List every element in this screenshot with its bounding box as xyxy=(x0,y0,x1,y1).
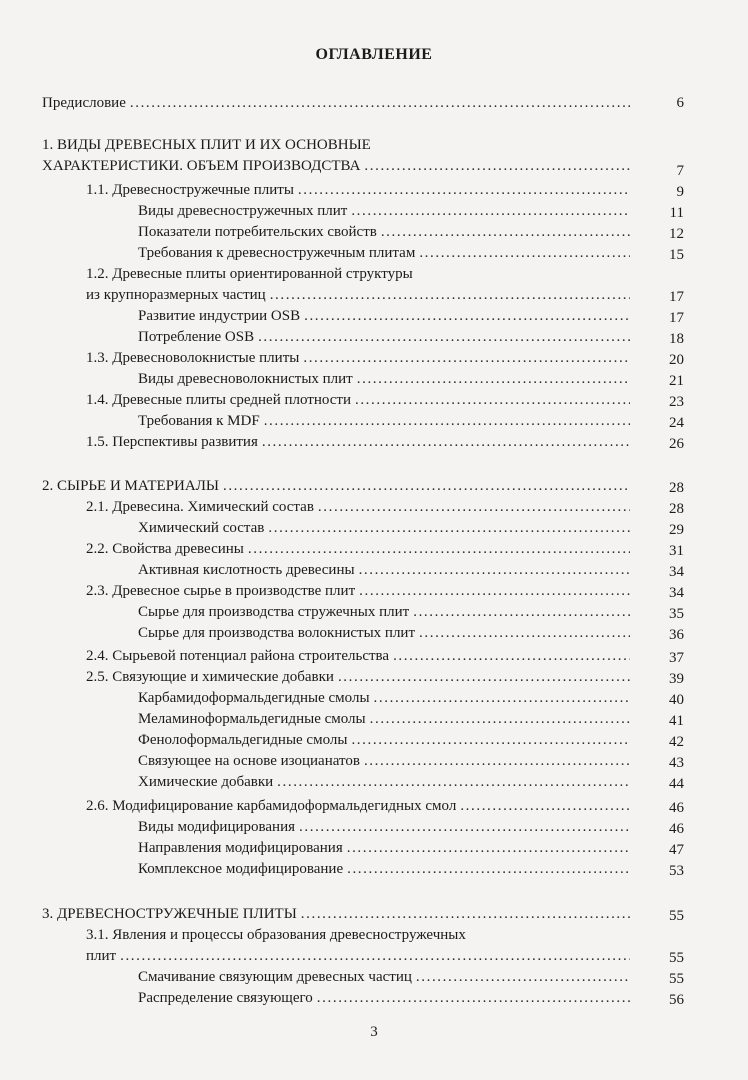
leader-dots xyxy=(258,328,630,346)
toc-entry xyxy=(138,710,634,728)
toc-entry xyxy=(86,498,634,516)
toc-entry xyxy=(138,412,634,430)
toc-entry-label: Химические добавки xyxy=(138,774,274,790)
toc-page-number: 53 xyxy=(669,863,684,879)
leader-dots xyxy=(359,582,630,600)
toc-entry xyxy=(86,668,634,686)
leader-dots xyxy=(419,244,630,262)
leader-dots xyxy=(351,202,630,220)
toc-entry xyxy=(86,286,634,304)
leader-dots xyxy=(301,905,630,923)
toc-entry-label: Меламиноформальдегидные смолы xyxy=(138,711,366,727)
page-title: ОГЛАВЛЕНИЕ xyxy=(315,46,433,63)
toc-page-number: 47 xyxy=(669,842,684,858)
toc-entry xyxy=(138,223,634,241)
toc-entry xyxy=(138,244,634,262)
leader-dots xyxy=(364,752,630,770)
toc-page-number: 43 xyxy=(669,755,684,771)
toc-page-number: 41 xyxy=(669,713,684,729)
toc-entry xyxy=(86,582,634,600)
toc-page-number: 26 xyxy=(669,436,684,452)
toc-page-number: 40 xyxy=(669,692,684,708)
toc-page-number: 21 xyxy=(669,373,684,389)
leader-dots xyxy=(317,989,630,1007)
toc-entry xyxy=(138,860,634,878)
toc-page-number: 20 xyxy=(669,352,684,368)
toc-entry xyxy=(86,540,634,558)
toc-entry xyxy=(138,328,634,346)
toc-entry xyxy=(138,561,634,579)
toc-page-number: 31 xyxy=(669,543,684,559)
toc-entry xyxy=(138,202,634,220)
toc-entry-label: 1. ВИДЫ ДРЕВЕСНЫХ ПЛИТ И ИХ ОСНОВНЫЕ xyxy=(42,137,371,153)
toc-entry xyxy=(86,647,634,665)
leader-dots xyxy=(357,370,630,388)
toc-entry-label: плит xyxy=(86,948,117,964)
toc-entry-label: 1.2. Древесные плиты ориентированной структуры xyxy=(86,266,413,282)
toc-page-number: 55 xyxy=(669,950,684,966)
toc-entry xyxy=(138,968,634,986)
toc-page-number: 15 xyxy=(669,247,684,263)
toc-entry xyxy=(138,752,634,770)
toc-entry xyxy=(138,370,634,388)
page-number: 3 xyxy=(370,1024,378,1040)
toc-entry xyxy=(138,519,634,537)
toc-entry-label: Фенолоформальдегидные смолы xyxy=(138,732,348,748)
toc-entry xyxy=(42,157,634,175)
toc-entry xyxy=(42,94,634,112)
toc-entry-label: Требования к MDF xyxy=(138,413,260,429)
toc-entry-label: 2. СЫРЬЕ И МАТЕРИАЛЫ xyxy=(42,478,219,494)
toc-entry-label: 2.6. Модифицирование карбамидоформальдегидных смол xyxy=(86,798,457,814)
leader-dots xyxy=(318,498,630,516)
toc-page-number: 24 xyxy=(669,415,684,431)
toc-entry-label: 1.4. Древесные плиты средней плотности xyxy=(86,392,351,408)
toc-page-number: 46 xyxy=(669,821,684,837)
toc-entry-label: Предисловие xyxy=(42,95,126,111)
leader-dots xyxy=(359,561,630,579)
toc-entry-label: 2.1. Древесина. Химический состав xyxy=(86,499,314,515)
toc-entry-label: 1.3. Древесноволокнистые плиты xyxy=(86,350,300,366)
toc-entry-label: Сырье для производства волокнистых плит xyxy=(138,625,416,641)
toc-entry xyxy=(138,689,634,707)
leader-dots xyxy=(304,307,630,325)
toc-page-number: 55 xyxy=(669,971,684,987)
toc-entry-label: Виды древесностружечных плит xyxy=(138,203,348,219)
leader-dots xyxy=(303,349,630,367)
toc-entry xyxy=(86,391,634,409)
toc-entry-label: 3. ДРЕВЕСНОСТРУЖЕЧНЫЕ ПЛИТЫ xyxy=(42,906,297,922)
toc-entry-label: 3.1. Явления и процессы образования древесностружечных xyxy=(86,927,466,943)
leader-dots xyxy=(277,773,630,791)
toc-entry-label: Показатели потребительских свойств xyxy=(138,224,377,240)
toc-entry xyxy=(138,731,634,749)
toc-page-number: 34 xyxy=(669,564,684,580)
toc-page-number: 18 xyxy=(669,331,684,347)
toc-page-number: 36 xyxy=(669,627,684,643)
toc-entry xyxy=(42,477,634,495)
toc-entry-label: Связующее на основе изоцианатов xyxy=(138,753,360,769)
toc-entry-label: Комплексное модифицирование xyxy=(138,861,344,877)
toc-page-number: 11 xyxy=(669,205,684,221)
leader-dots xyxy=(347,839,630,857)
toc-page-number: 35 xyxy=(669,606,684,622)
toc-entry-label: Виды древесноволокнистых плит xyxy=(138,371,353,387)
toc-entry-label: из крупноразмерных частиц xyxy=(86,287,266,303)
toc-entry-label: 2.5. Связующие и химические добавки xyxy=(86,669,334,685)
toc-entry-label: Направления модифицирования xyxy=(138,840,343,856)
toc-page-number: 6 xyxy=(676,95,684,111)
toc-page-number: 9 xyxy=(676,184,684,200)
leader-dots xyxy=(264,412,630,430)
toc-entry-label: ХАРАКТЕРИСТИКИ. ОБЪЕМ ПРОИЗВОДСТВА xyxy=(42,158,361,174)
toc-page-number: 55 xyxy=(669,908,684,924)
leader-dots xyxy=(338,668,630,686)
leader-dots xyxy=(413,603,630,621)
leader-dots xyxy=(347,860,630,878)
leader-dots xyxy=(460,797,630,815)
toc-entry-label: Виды модифицирования xyxy=(138,819,296,835)
toc-entry-label: Смачивание связующим древесных частиц xyxy=(138,969,412,985)
toc-page-number: 28 xyxy=(669,480,684,496)
toc-page-number: 17 xyxy=(669,289,684,305)
toc-entry-label: Химический состав xyxy=(138,520,265,536)
leader-dots xyxy=(299,818,630,836)
toc-entry-label: Карбамидоформальдегидные смолы xyxy=(138,690,370,706)
toc-entry-label: 1.1. Древесностружечные плиты xyxy=(86,182,294,198)
toc-page-number: 34 xyxy=(669,585,684,601)
leader-dots xyxy=(370,710,630,728)
leader-dots xyxy=(381,223,630,241)
leader-dots xyxy=(130,94,630,112)
toc-page-number: 23 xyxy=(669,394,684,410)
toc-entry-label: Активная кислотность древесины xyxy=(138,562,355,578)
toc-entry xyxy=(138,818,634,836)
toc-entry-label: Сырье для производства стружечных плит xyxy=(138,604,410,620)
leader-dots xyxy=(223,477,630,495)
leader-dots xyxy=(351,731,630,749)
leader-dots xyxy=(120,947,630,965)
toc-page-number: 56 xyxy=(669,992,684,1008)
toc-entry xyxy=(138,839,634,857)
toc-page-number: 12 xyxy=(669,226,684,242)
toc-entry-label: 2.3. Древесное сырье в производстве плит xyxy=(86,583,356,599)
toc-entry-label: 2.2. Свойства древесины xyxy=(86,541,244,557)
toc-entry-label: Распределение связующего xyxy=(138,990,313,1006)
toc-entry xyxy=(138,989,634,1007)
leader-dots xyxy=(364,157,630,175)
toc-entry-label: 2.4. Сырьевой потенциал района строительства xyxy=(86,648,390,664)
leader-dots xyxy=(268,519,630,537)
leader-dots xyxy=(355,391,630,409)
toc-entry xyxy=(86,947,634,965)
toc-entry xyxy=(138,307,634,325)
toc-entry xyxy=(138,773,634,791)
leader-dots xyxy=(374,689,630,707)
leader-dots xyxy=(298,181,630,199)
leader-dots xyxy=(393,647,630,665)
toc-page-number: 29 xyxy=(669,522,684,538)
toc-page-number: 39 xyxy=(669,671,684,687)
toc-entry-label: Требования к древесностружечным плитам xyxy=(138,245,416,261)
toc-page-number: 46 xyxy=(669,800,684,816)
leader-dots xyxy=(419,624,630,642)
toc-entry-label: Потребление OSB xyxy=(138,329,255,345)
toc-page-number: 44 xyxy=(669,776,684,792)
toc-page-number: 17 xyxy=(669,310,684,326)
leader-dots xyxy=(248,540,630,558)
leader-dots xyxy=(416,968,630,986)
toc-page-number: 42 xyxy=(669,734,684,750)
toc-entry xyxy=(86,181,634,199)
leader-dots xyxy=(270,286,630,304)
toc-page-number: 37 xyxy=(669,650,684,666)
toc-entry xyxy=(42,905,634,923)
toc-entry xyxy=(138,624,634,642)
toc-entry xyxy=(86,349,634,367)
toc-page-number: 7 xyxy=(676,163,684,179)
toc-entry-label: 1.5. Перспективы развития xyxy=(86,434,258,450)
leader-dots xyxy=(262,433,630,451)
toc-entry xyxy=(86,797,634,815)
toc-entry xyxy=(86,433,634,451)
toc-entry-label: Развитие индустрии OSB xyxy=(138,308,301,324)
toc-page-number: 28 xyxy=(669,501,684,517)
toc-entry xyxy=(138,603,634,621)
